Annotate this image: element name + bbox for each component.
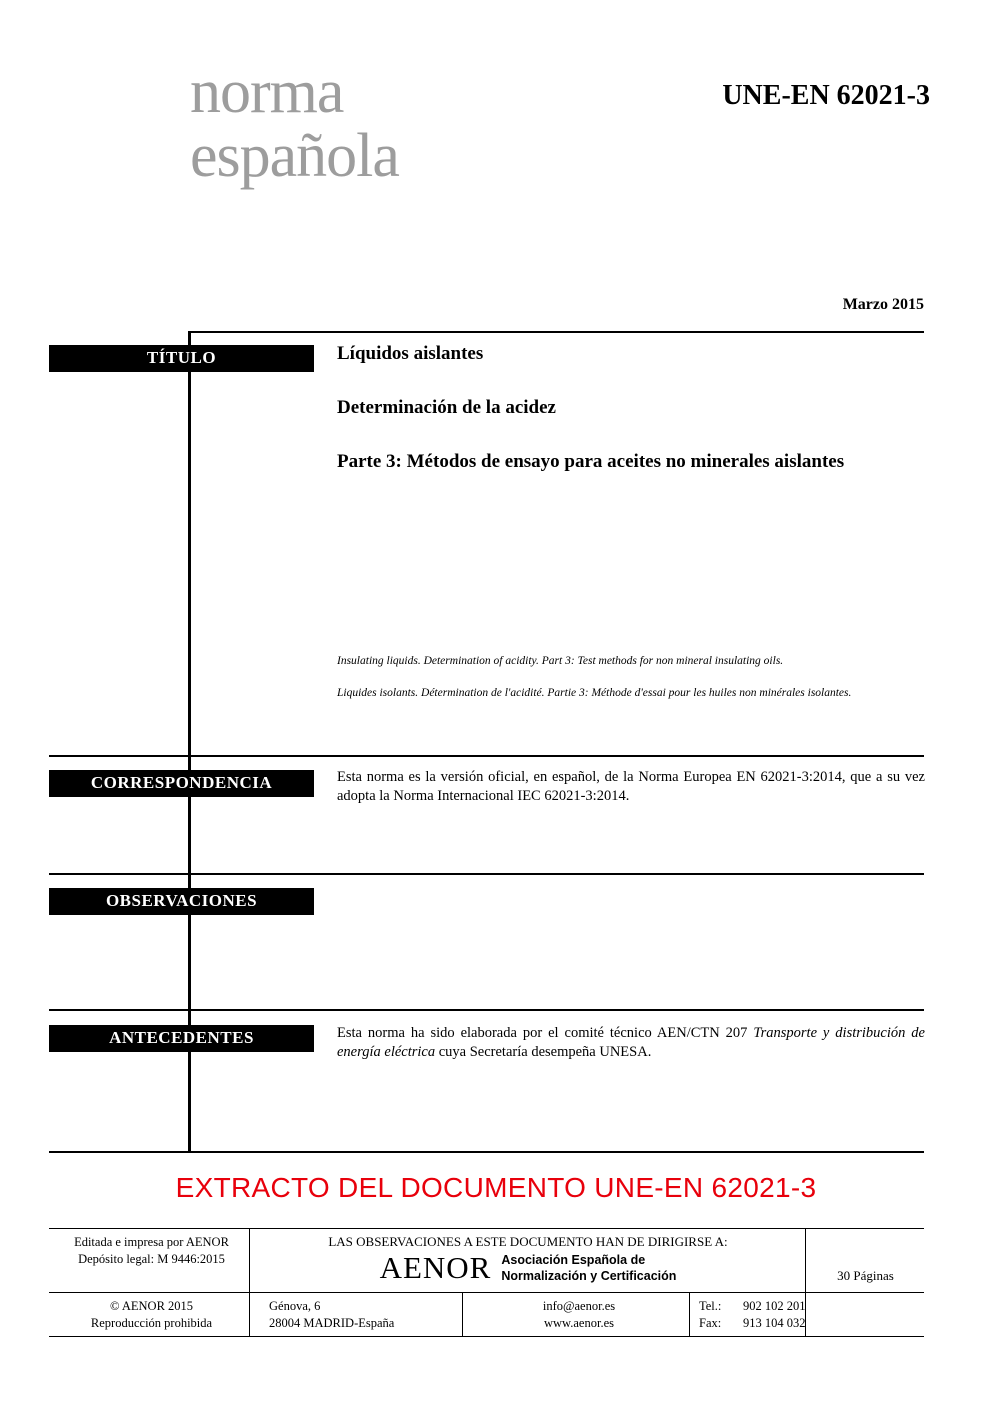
footer-tel-value: 902 102 201 bbox=[743, 1299, 806, 1313]
logo-norma: norma bbox=[190, 58, 344, 126]
footer-sep-mid-2 bbox=[689, 1292, 690, 1336]
footer-sep-left bbox=[249, 1228, 250, 1336]
section-label-observaciones: OBSERVACIONES bbox=[49, 888, 314, 915]
footer-web-contacts bbox=[479, 1298, 679, 1332]
aenor-subtitle-line2: Normalización y Certificación bbox=[501, 1269, 677, 1283]
footer-rule-top bbox=[49, 1228, 924, 1229]
rule-observaciones-top bbox=[49, 873, 924, 875]
extract-banner: EXTRACTO DEL DOCUMENTO UNE-EN 62021-3 bbox=[175, 1172, 817, 1203]
footer-tel-row bbox=[699, 1298, 889, 1315]
section-text-correspondencia: Esta norma es la versión oficial, en español, de la Norma Europea EN 62021-3:2014, que a su vez adopta la Norma Internacional IEC 62021-3:2014. bbox=[337, 769, 925, 805]
rule-top bbox=[188, 331, 924, 333]
footer-email[interactable]: info@aenor.es bbox=[542, 1299, 616, 1313]
footer-observations-notice: LAS OBSERVACIONES A ESTE DOCUMENTO HAN DE DIRIGIRSE A: bbox=[328, 1234, 728, 1249]
footer-website[interactable]: www.aenor.es bbox=[543, 1315, 614, 1330]
footer-editor-line1: Editada e impresa por AENOR bbox=[74, 1235, 229, 1249]
title-block bbox=[337, 343, 927, 473]
footer-copyright bbox=[59, 1298, 244, 1332]
footer-phone-contacts bbox=[699, 1298, 889, 1332]
section-label-correspondencia: CORRESPONDENCIA bbox=[49, 770, 314, 797]
rule-correspondencia-top bbox=[49, 755, 924, 757]
footer-fax-value: 913 104 032 bbox=[743, 1315, 806, 1330]
antecedentes-text-part2: cuya Secretaría desempeña UNESA. bbox=[435, 1044, 652, 1061]
footer-rule-bottom bbox=[49, 1336, 924, 1337]
title-line-2: Determinación de la acidez bbox=[337, 396, 556, 418]
footer-address-line1: Génova, 6 bbox=[269, 1299, 321, 1313]
aenor-wordmark: AENOR bbox=[379, 1250, 492, 1285]
logo-espanola: española bbox=[190, 121, 399, 190]
publication-date: Marzo 2015 bbox=[842, 296, 924, 313]
footer-fax-row bbox=[699, 1315, 889, 1332]
title-line-1: Líquidos aislantes bbox=[337, 343, 484, 364]
aenor-logo bbox=[254, 1250, 802, 1286]
footer-copyright-line1: © AENOR 2015 bbox=[109, 1299, 194, 1313]
masthead bbox=[190, 58, 930, 190]
title-translation-french: Liquides isolants. Détermination de l'acidité. Partie 3: Méthode d'essai pour les huiles non minérales isolantes. bbox=[337, 686, 852, 699]
section-label-antecedentes: ANTECEDENTES bbox=[49, 1025, 314, 1052]
footer bbox=[49, 1228, 924, 1338]
title-translation-english: Insulating liquids. Determination of acidity. Part 3: Test methods for non mineral insulating oils. bbox=[337, 655, 784, 667]
footer-rule-mid bbox=[49, 1292, 924, 1293]
footer-editor-line2: Depósito legal: M 9446:2015 bbox=[78, 1251, 225, 1266]
footer-editor-info bbox=[59, 1234, 244, 1268]
footer-tel-label: Tel.: bbox=[699, 1299, 722, 1313]
footer-sep-mid-1 bbox=[462, 1292, 463, 1336]
rule-antecedentes-bottom bbox=[49, 1151, 924, 1153]
footer-address-line2: 28004 MADRID-España bbox=[269, 1315, 395, 1330]
section-label-titulo: TÍTULO bbox=[49, 345, 314, 372]
footer-copyright-line2: Reproducción prohibida bbox=[90, 1315, 213, 1330]
footer-address bbox=[269, 1298, 454, 1332]
title-line-3: Parte 3: Métodos de ensayo para aceites no minerales aislantes bbox=[337, 450, 845, 472]
aenor-subtitle-line1: Asociación Española de bbox=[501, 1252, 646, 1267]
footer-page-count: 30 Páginas bbox=[837, 1268, 894, 1283]
document-code: UNE-EN 62021-3 bbox=[722, 80, 930, 111]
rule-antecedentes-top bbox=[49, 1009, 924, 1011]
aenor-subtitle bbox=[501, 1252, 676, 1285]
antecedentes-text-part1: Esta norma ha sido elaborada por el comité técnico AEN/CTN 207 bbox=[337, 1025, 754, 1041]
footer-fax-label: Fax: bbox=[699, 1315, 722, 1330]
title-translations bbox=[337, 654, 925, 717]
antecedentes-text-italic: Transporte y distribución de energía eléctrica bbox=[337, 1025, 925, 1061]
section-text-antecedentes bbox=[337, 1024, 925, 1062]
